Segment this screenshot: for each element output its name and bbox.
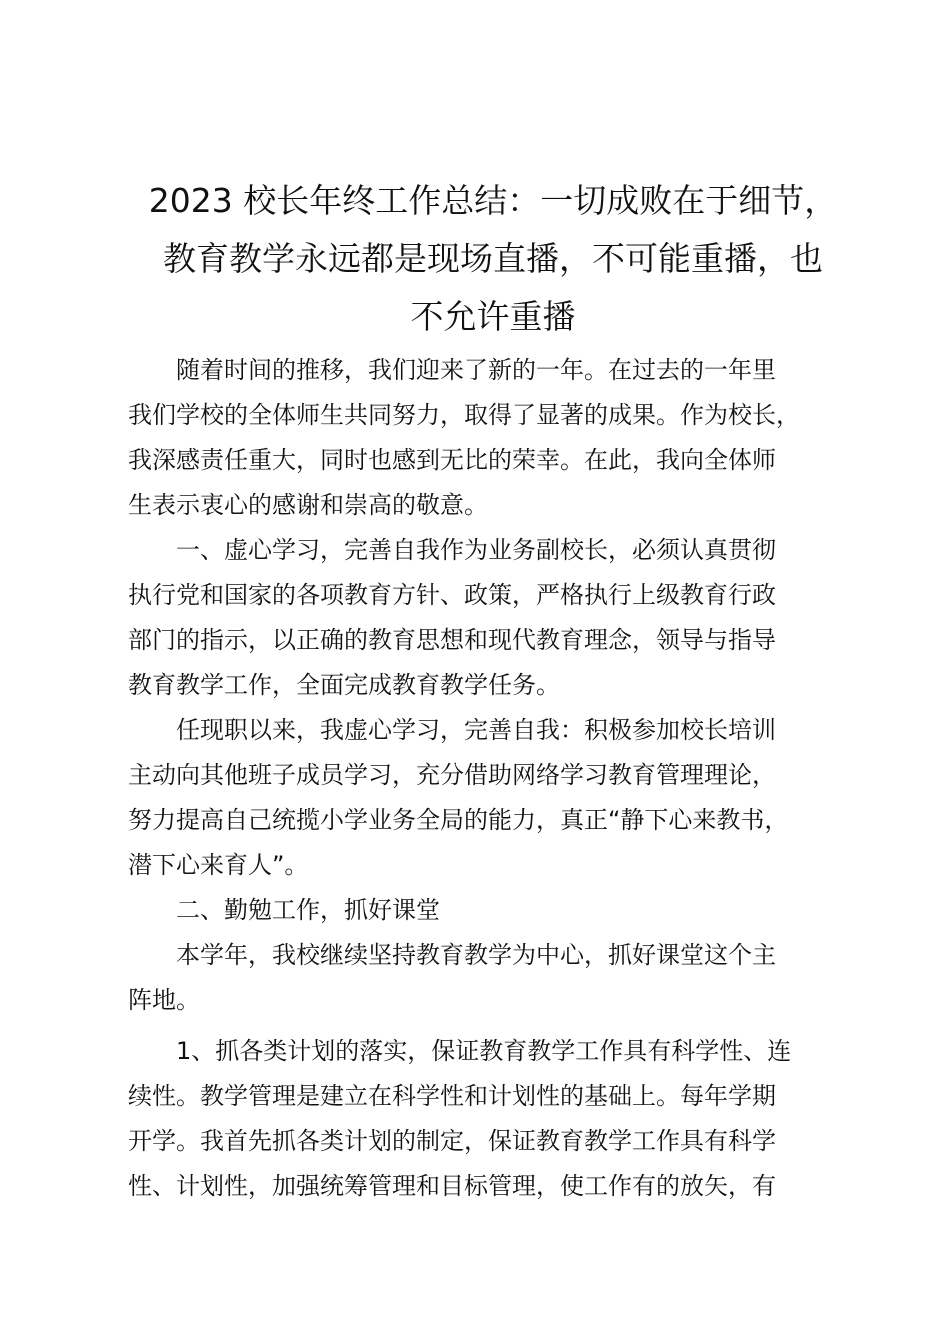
paragraph-line: 任现职以来，我虚心学习，完善自我：积极参加校长培训: [176, 716, 776, 744]
paragraph-intro: [128, 348, 858, 528]
paragraph-line: 执行党和国家的各项教育方针、政策，严格执行上级教育行政: [128, 581, 776, 609]
paragraph-line: 续性。教学管理是建立在科学性和计划性的基础上。每年学期: [128, 1082, 776, 1110]
paragraph-line: 一、虚心学习，完善自我作为业务副校长，必须认真贯彻: [176, 536, 776, 564]
paragraph-line: 教育教学工作，全面完成教育教学任务。: [128, 671, 560, 699]
section-heading-two: [128, 888, 858, 933]
paragraph-line: 主动向其他班子成员学习，充分借助网络学习教育管理理论，: [128, 761, 776, 789]
paragraph-line: 开学。我首先抓各类计划的制定，保证教育教学工作具有科学: [128, 1127, 776, 1155]
title-line: 教育教学永远都是现场直播，不可能重播，也: [163, 239, 823, 278]
paragraph-school-year: [128, 933, 858, 1023]
paragraph-line: 1、抓各类计划的落实，保证教育教学工作具有科学性、连: [176, 1037, 792, 1065]
paragraph-line: 努力提高自己统揽小学业务全局的能力，真正“静下心来教书，: [128, 806, 789, 834]
title-line: 不允许重播: [410, 297, 576, 336]
paragraph-line: 生表示衷心的感谢和崇高的敬意。: [128, 491, 488, 519]
document-page: [128, 172, 858, 1209]
document-title: [128, 172, 858, 346]
paragraph-line: 我们学校的全体师生共同努力，取得了显著的成果。作为校长，: [128, 401, 800, 429]
paragraph-learning: [128, 708, 858, 888]
paragraph-line: 潜下心来育人”。: [128, 851, 309, 879]
paragraph-line: 性、计划性，加强统筹管理和目标管理，使工作有的放矢，有: [128, 1172, 776, 1200]
paragraph-section-one: [128, 528, 858, 708]
paragraph-line: 随着时间的推移，我们迎来了新的一年。在过去的一年里: [176, 356, 776, 384]
paragraph-line: 我深感责任重大，同时也感到无比的荣幸。在此，我向全体师: [128, 446, 776, 474]
paragraph-plans: [128, 1029, 858, 1209]
paragraph-line: 阵地。: [128, 986, 200, 1014]
section-heading-line: 二、勤勉工作，抓好课堂: [176, 896, 440, 924]
paragraph-line: 部门的指示，以正确的教育思想和现代教育理念，领导与指导: [128, 626, 776, 654]
document-body: [128, 348, 858, 1209]
title-line: 2023 校长年终工作总结：一切成败在于细节，: [148, 181, 838, 220]
paragraph-line: 本学年，我校继续坚持教育教学为中心，抓好课堂这个主: [176, 941, 776, 969]
